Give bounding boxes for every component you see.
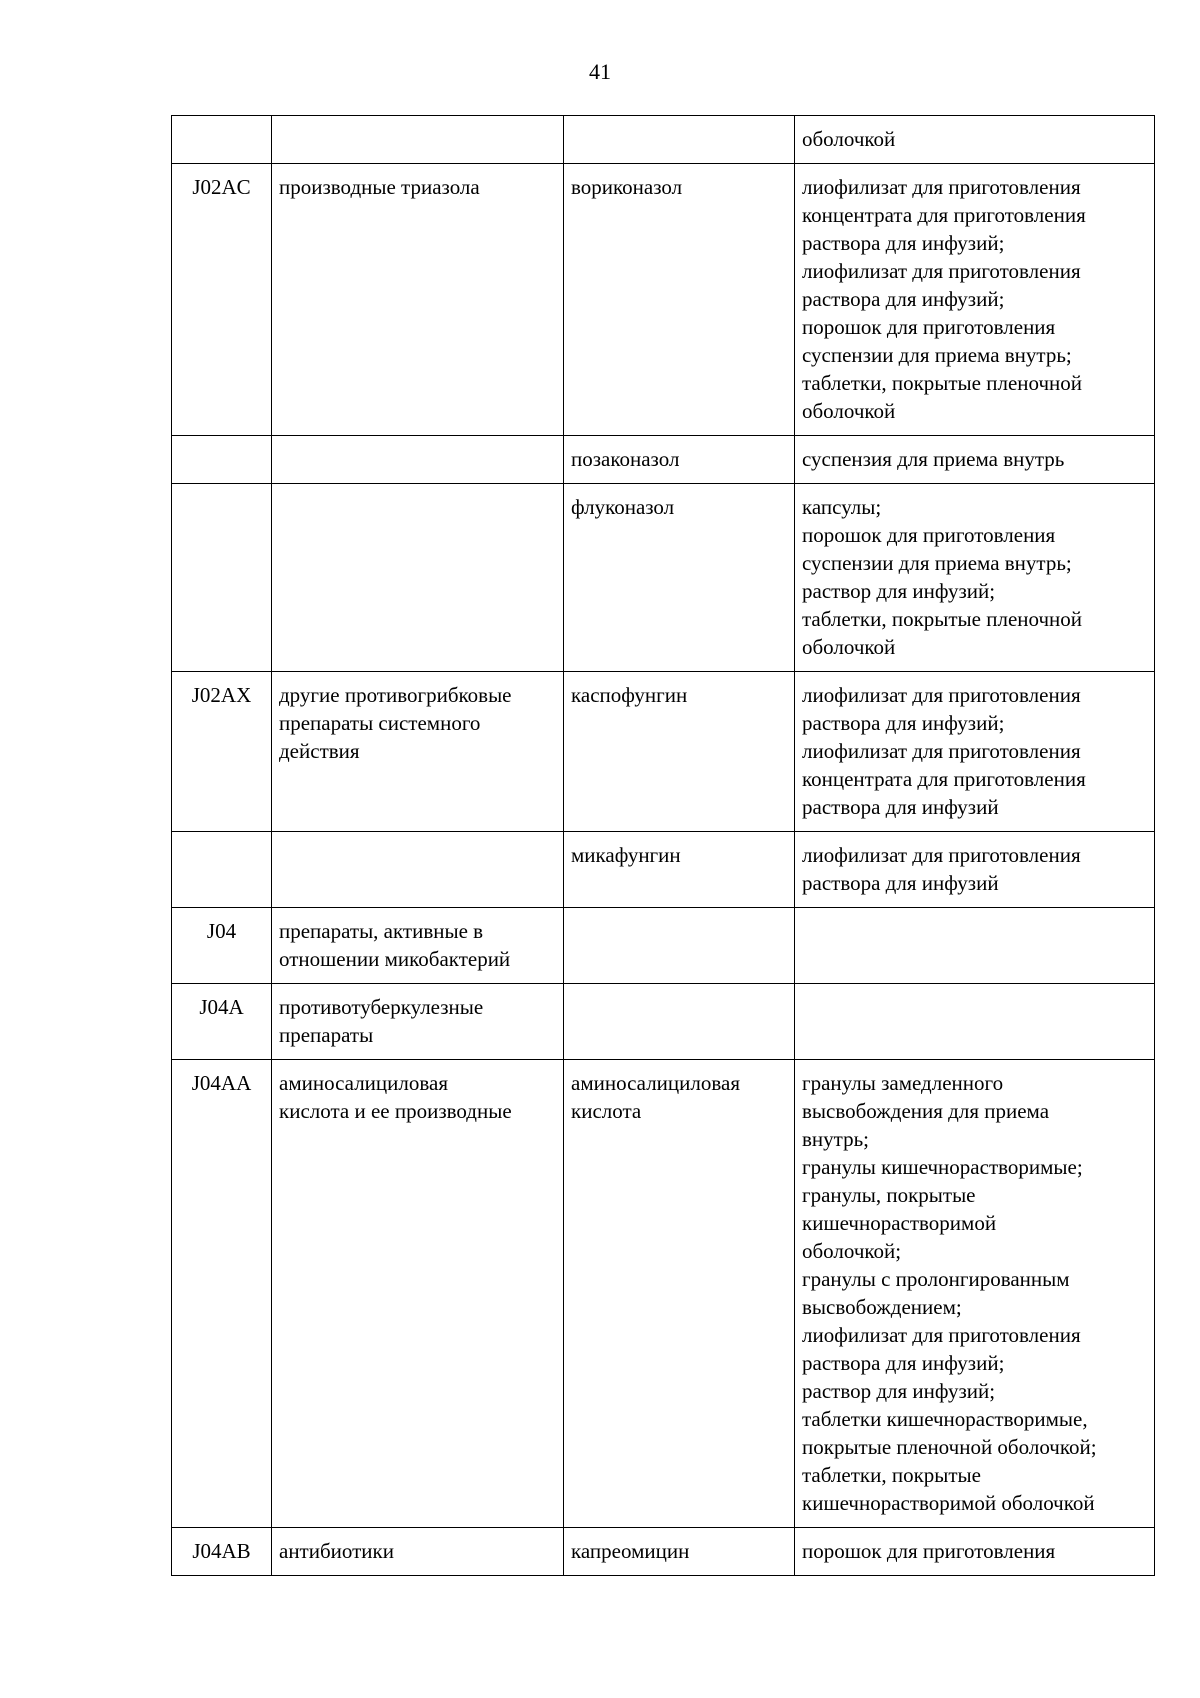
table-row (172, 908, 1155, 984)
atc-code-cell (172, 832, 272, 908)
table-row (172, 672, 1155, 832)
drug-group-cell: производные триазола (272, 164, 564, 436)
drug-classification-table (171, 115, 1155, 1576)
atc-code-cell: J04AB (172, 1528, 272, 1576)
dosage-form-cell: лиофилизат для приготовления концентрата для приготовления раствора для инфузий; лиофилизат для приготовления раствора для инфузий; порошок для приготовления суспензии для приема внутрь; таблетки, покрытые пленочной оболочкой (795, 164, 1155, 436)
atc-code-cell: J04 (172, 908, 272, 984)
table-row (172, 984, 1155, 1060)
drug-name-cell: капреомицин (564, 1528, 795, 1576)
drug-name-cell: флуконазол (564, 484, 795, 672)
drug-name-cell: микафунгин (564, 832, 795, 908)
atc-code-cell (172, 116, 272, 164)
table-row (172, 164, 1155, 436)
table-row (172, 484, 1155, 672)
table-row (172, 1060, 1155, 1528)
drug-group-cell (272, 832, 564, 908)
dosage-form-cell: суспензия для приема внутрь (795, 436, 1155, 484)
atc-code-cell: J04A (172, 984, 272, 1060)
drug-name-cell: позаконазол (564, 436, 795, 484)
table-row (172, 832, 1155, 908)
table-row (172, 116, 1155, 164)
table-row (172, 1528, 1155, 1576)
page-number: 41 (589, 59, 611, 84)
drug-name-cell: вориконазол (564, 164, 795, 436)
drug-group-cell (272, 484, 564, 672)
drug-name-cell: каспофунгин (564, 672, 795, 832)
drug-name-cell (564, 908, 795, 984)
dosage-form-cell: лиофилизат для приготовления раствора для инфузий (795, 832, 1155, 908)
table-row (172, 436, 1155, 484)
atc-code-cell (172, 484, 272, 672)
dosage-form-cell (795, 984, 1155, 1060)
dosage-form-cell: лиофилизат для приготовления раствора для инфузий; лиофилизат для приготовления концентрата для приготовления раствора для инфузий (795, 672, 1155, 832)
dosage-form-cell: капсулы; порошок для приготовления суспензии для приема внутрь; раствор для инфузий; таблетки, покрытые пленочной оболочкой (795, 484, 1155, 672)
dosage-form-cell: гранулы замедленного высвобождения для приема внутрь; гранулы кишечнорастворимые; гранулы, покрытые кишечнорастворимой оболочкой; гранулы с пролонгированным высвобождением; лиофилизат для приготовления раствора для инфузий; раствор для инфузий; таблетки кишечнорастворимые, покрытые пленочной оболочкой; таблетки, покрытые кишечнорастворимой оболочкой (795, 1060, 1155, 1528)
drug-name-cell (564, 116, 795, 164)
drug-group-cell: другие противогрибковые препараты системного действия (272, 672, 564, 832)
drug-group-cell: противотуберкулезные препараты (272, 984, 564, 1060)
drug-group-cell: аминосалициловая кислота и ее производные (272, 1060, 564, 1528)
drug-group-cell (272, 436, 564, 484)
dosage-form-cell: оболочкой (795, 116, 1155, 164)
atc-code-cell (172, 436, 272, 484)
atc-code-cell: J04AA (172, 1060, 272, 1528)
dosage-form-cell: порошок для приготовления (795, 1528, 1155, 1576)
drug-group-cell: антибиотики (272, 1528, 564, 1576)
dosage-form-cell (795, 908, 1155, 984)
atc-code-cell: J02AX (172, 672, 272, 832)
drug-name-cell (564, 984, 795, 1060)
drug-group-cell: препараты, активные в отношении микобактерий (272, 908, 564, 984)
atc-code-cell: J02AC (172, 164, 272, 436)
drug-name-cell: аминосалициловая кислота (564, 1060, 795, 1528)
drug-group-cell (272, 116, 564, 164)
